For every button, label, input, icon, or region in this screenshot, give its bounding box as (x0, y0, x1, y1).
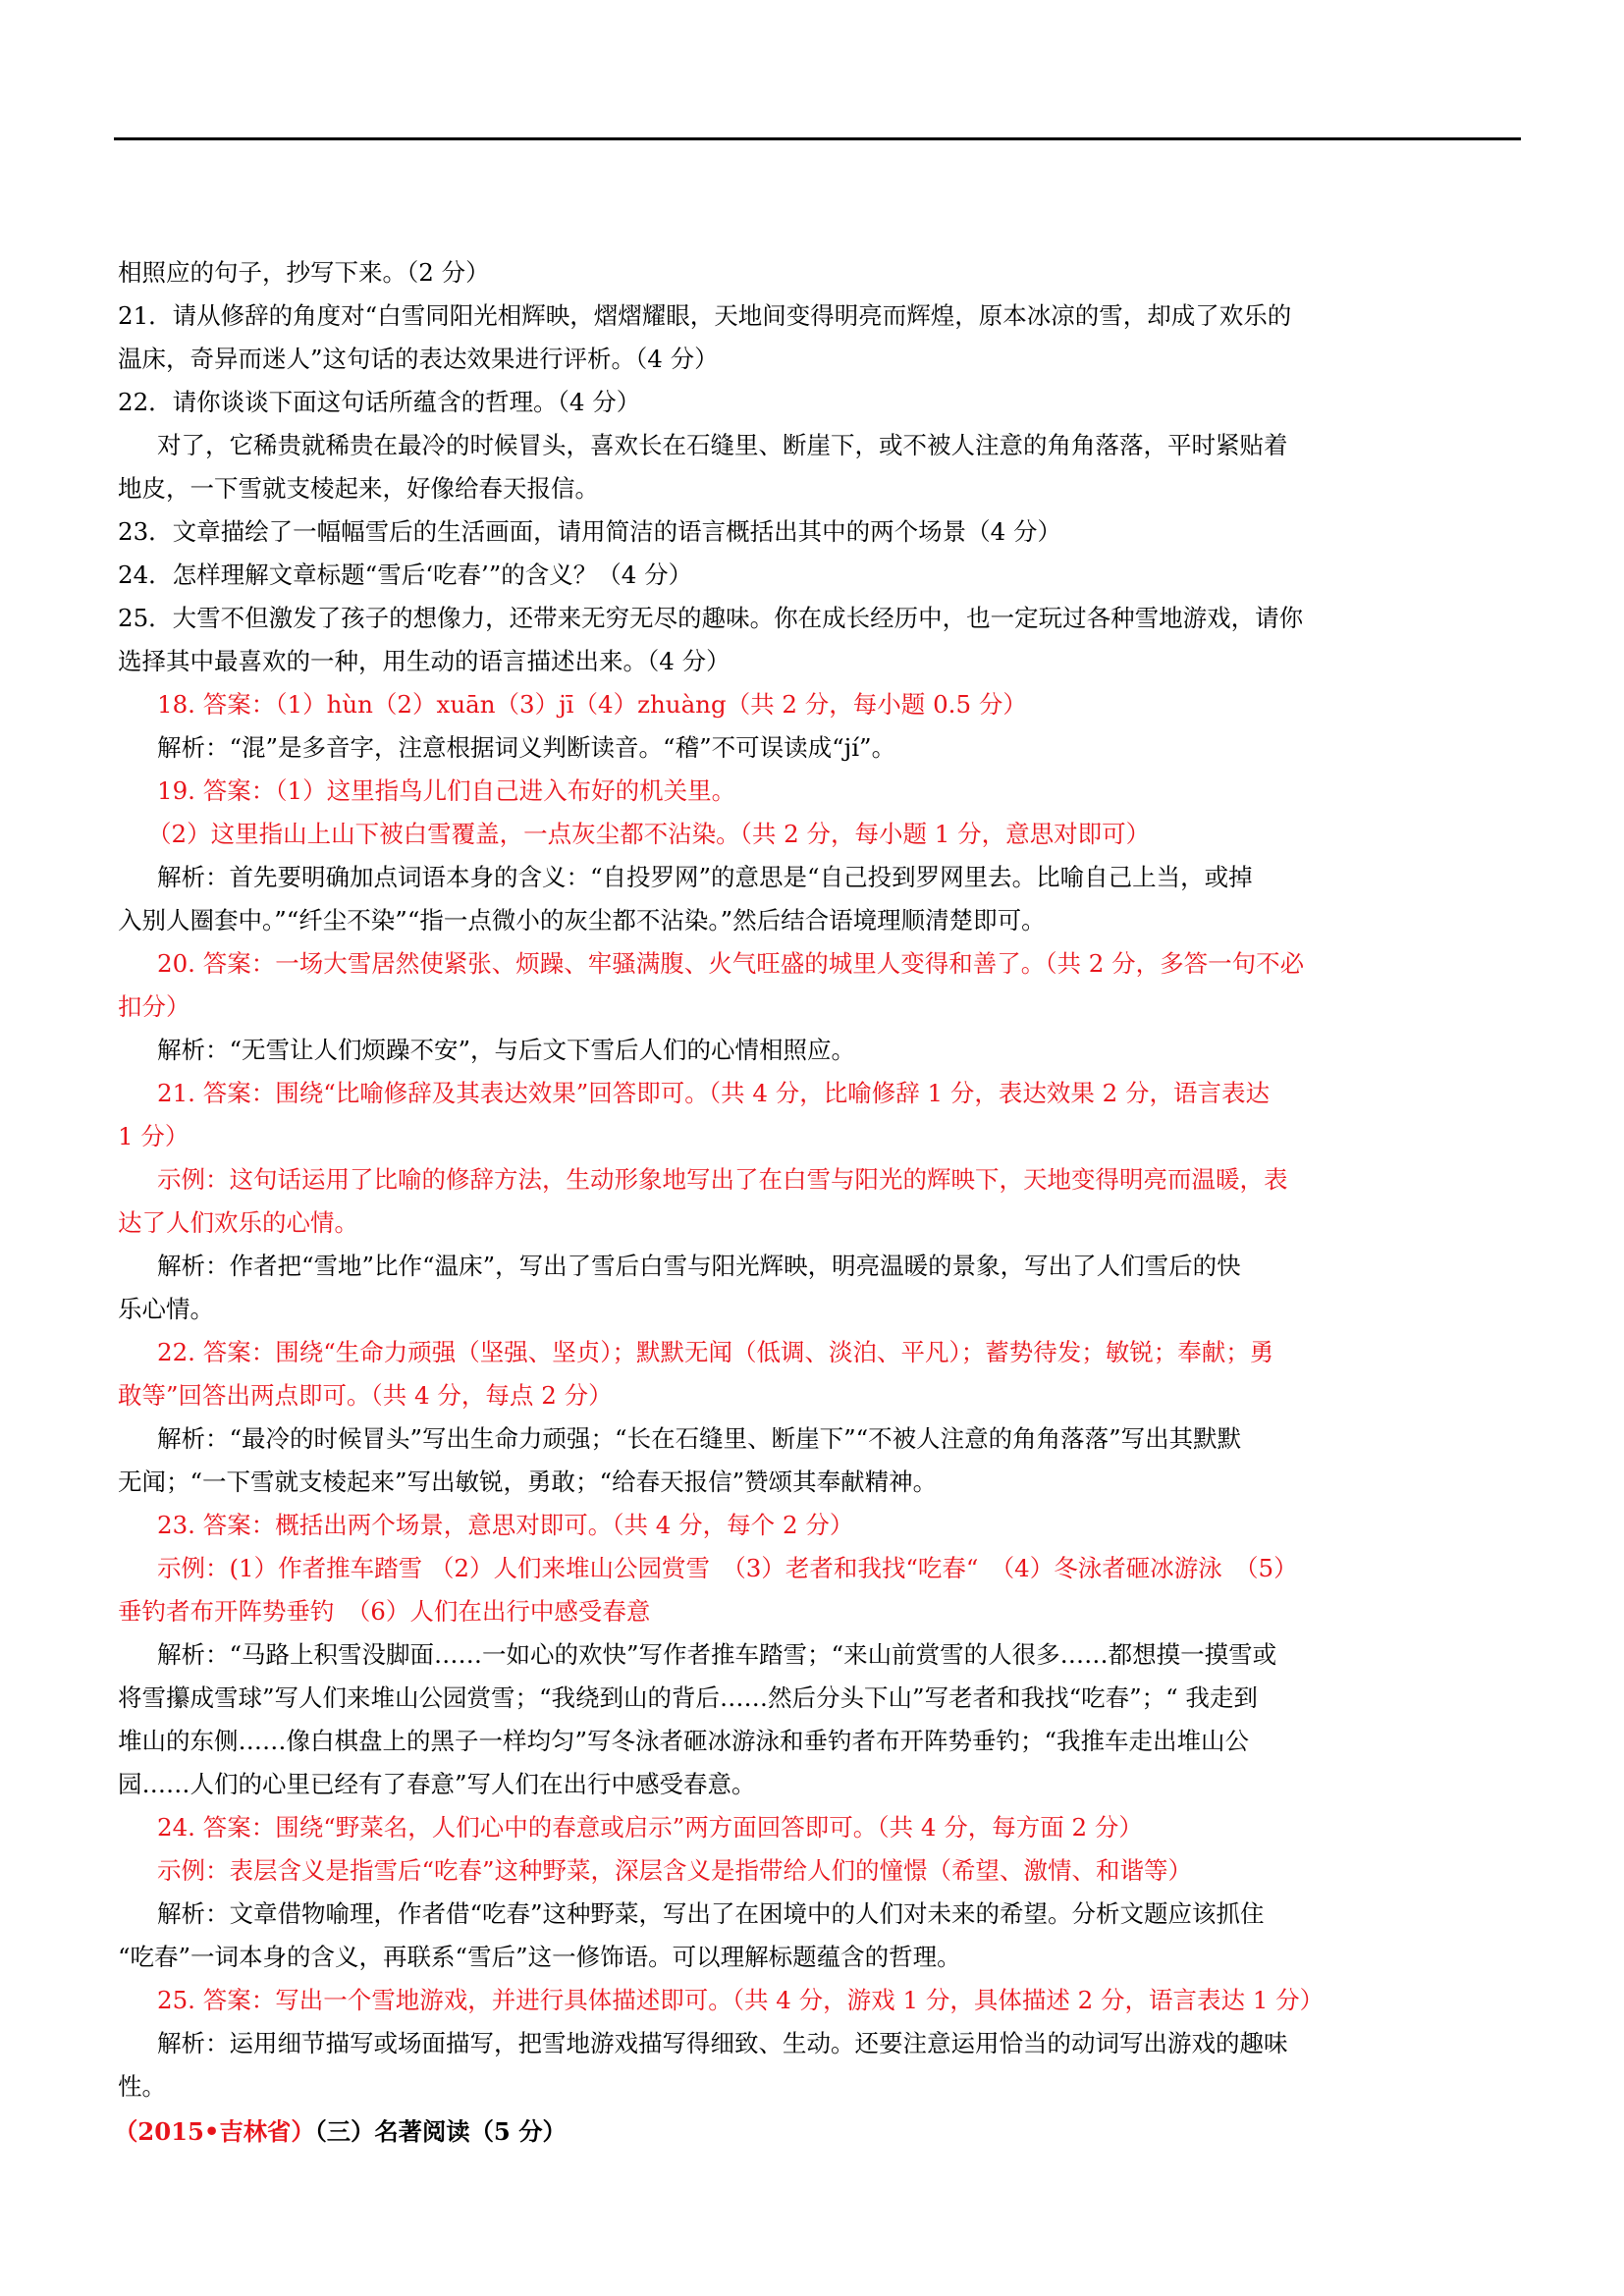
analysis-18: 解析：“混”是多音字，注意根据词义判断读音。“稽”不可误读成“jí”。 (157, 733, 896, 762)
analysis-20: 解析：“无雪让人们烦躁不安”，与后文下雪后人们的心情相照应。 (157, 1036, 856, 1064)
answer-20-line1: 20. 答案：一场大雪居然使紧张、烦躁、牢骚满腹、火气旺盛的城里人变得和善了。（共 2 分，多答一句不必 (157, 949, 1305, 978)
answer-18: 18. 答案：（1）hùn（2）xuān（3）jī（4）zhuàng（共 2 分，每小题 0.5 分） (157, 690, 1027, 719)
header-rule (114, 137, 1521, 140)
analysis-19-line2: 入别人圈套中。”“纤尘不染”“指一点微小的灰尘都不沾染。”然后结合语境理顺清楚即可。 (118, 906, 1046, 934)
q20-tail: 相照应的句子，抄写下来。（2 分） (118, 258, 490, 287)
analysis-25-line1: 解析：运用细节描写或场面描写，把雪地游戏描写得细致、生动。还要注意运用恰当的动词写出游戏的趣味 (157, 2029, 1288, 2057)
example-23-line1: 示例：(1）作者推车踏雪 （2）人们来堆山公园赏雪 （3）老者和我找“吃春“ （4）冬泳者砸冰游泳 （5） (157, 1554, 1298, 1582)
document-body (114, 251, 1522, 2154)
analysis-22-line2: 无闻；“一下雪就支棱起来”写出敏锐，勇敢；“给春天报信”赞颂其奉献精神。 (118, 1468, 938, 1496)
example-21-line2: 达了人们欢乐的心情。 (118, 1208, 358, 1237)
answer-22-line1: 22. 答案：围绕“生命力顽强（坚强、坚贞）；默默无闻（低调、淡泊、平凡）；蓄势待发；敏锐；奉献；勇 (157, 1338, 1274, 1366)
q22-quote-line2: 地皮，一下雪就支棱起来，好像给春天报信。 (118, 474, 599, 503)
answer-20-line2: 扣分） (118, 992, 190, 1021)
q22: 22．请你谈谈下面这句话所蕴含的哲理。（4 分） (118, 388, 641, 416)
q25-line2: 选择其中最喜欢的一种，用生动的语言描述出来。（4 分） (118, 647, 731, 675)
q24: 24．怎样理解文章标题“雪后‘吃春’”的含义？（4 分） (118, 561, 693, 589)
q25-line1: 25．大雪不但激发了孩子的想像力，还带来无穷无尽的趣味。你在成长经历中，也一定玩过各种雪地游戏，请你 (118, 604, 1304, 632)
section-source: （2015•吉林省） (114, 2117, 315, 2146)
analysis-23-line2: 将雪攥成雪球”写人们来堆山公园赏雪；“我绕到山的背后……然后分头下山”写老者和我找“吃春”；“ 我走到 (118, 1683, 1258, 1712)
answer-25: 25. 答案：写出一个雪地游戏，并进行具体描述即可。（共 4 分，游戏 1 分，具体描述 2 分，语言表达 1 分） (157, 1986, 1325, 2014)
analysis-23-line1: 解析：“马路上积雪没脚面……一如心的欢快”写作者推车踏雪；“来山前赏雪的人很多……都想摸一摸雪或 (157, 1640, 1277, 1669)
example-24: 示例：表层含义是指雪后“吃春”这种野菜，深层含义是指带给人们的憧憬（希望、激情、和谐等） (157, 1856, 1193, 1885)
analysis-24-line2: “吃春”一词本身的含义，再联系“雪后”这一修饰语。可以理解标题蕴含的哲理。 (118, 1943, 961, 1971)
analysis-21-line1: 解析：作者把“雪地”比作“温床”，写出了雪后白雪与阳光辉映，明亮温暖的景象，写出了人们雪后的快 (157, 1252, 1241, 1280)
analysis-23-line3: 堆山的东侧……像白棋盘上的黑子一样均匀”写冬泳者砸冰游泳和垂钓者布开阵势垂钓；“我推车走出堆山公 (118, 1727, 1250, 1755)
q21-line1: 21．请从修辞的角度对“白雪同阳光相辉映，熠熠耀眼，天地间变得明亮而辉煌，原本冰凉的雪，却成了欢乐的 (118, 301, 1292, 330)
q21-line2: 温床，奇异而迷人”这句话的表达效果进行评析。（4 分） (118, 345, 719, 373)
example-21-line1: 示例：这句话运用了比喻的修辞方法，生动形象地写出了在白雪与阳光的辉映下，天地变得明亮而温暖，表 (157, 1165, 1288, 1194)
analysis-24-line1: 解析：文章借物喻理，作者借“吃春”这种野菜，写出了在困境中的人们对未来的希望。分析文题应该抓住 (157, 1899, 1265, 1928)
section-heading (114, 2110, 1522, 2154)
analysis-22-line1: 解析：“最冷的时候冒头”写出生命力顽强；“长在石缝里、断崖下”“不被人注意的角角落落”写出其默默 (157, 1424, 1242, 1453)
answer-24: 24. 答案：围绕“野菜名，人们心中的春意或启示”两方面回答即可。（共 4 分，每方面 2 分） (157, 1813, 1143, 1842)
q23: 23．文章描绘了一幅幅雪后的生活画面，请用简洁的语言概括出其中的两个场景（4 分） (118, 517, 1062, 546)
analysis-19-line1: 解析：首先要明确加点词语本身的含义：“自投罗网”的意思是“自己投到罗网里去。比喻自己上当，或掉 (157, 863, 1253, 891)
analysis-25-line2: 性。 (118, 2072, 166, 2101)
analysis-21-line2: 乐心情。 (118, 1295, 214, 1323)
answer-21-line2: 1 分） (118, 1122, 189, 1150)
answer-19-part2: （2）这里指山上山下被白雪覆盖，一点灰尘都不沾染。（共 2 分，每小题 1 分，意思对即可） (147, 820, 1151, 848)
answer-23: 23. 答案：概括出两个场景，意思对即可。（共 4 分，每个 2 分） (157, 1511, 854, 1539)
q22-quote-line1: 对了，它稀贵就稀贵在最冷的时候冒头，喜欢长在石缝里、断崖下，或不被人注意的角角落落，平时紧贴着 (157, 431, 1288, 459)
analysis-23-line4: 园……人们的心里已经有了春意”写人们在出行中感受春意。 (118, 1770, 756, 1798)
answer-19: 19. 答案：（1）这里指鸟儿们自己进入布好的机关里。 (157, 776, 736, 805)
answer-22-line2: 敢等”回答出两点即可。（共 4 分，每点 2 分） (118, 1381, 613, 1410)
section-title: （三）名著阅读（5 分） (314, 2117, 567, 2146)
answer-21-line1: 21. 答案：围绕“比喻修辞及其表达效果”回答即可。（共 4 分，比喻修辞 1 分，表达效果 2 分，语言表达 (157, 1079, 1271, 1107)
example-23-line2: 垂钓者布开阵势垂钓 （6）人们在出行中感受春意 (118, 1597, 651, 1626)
